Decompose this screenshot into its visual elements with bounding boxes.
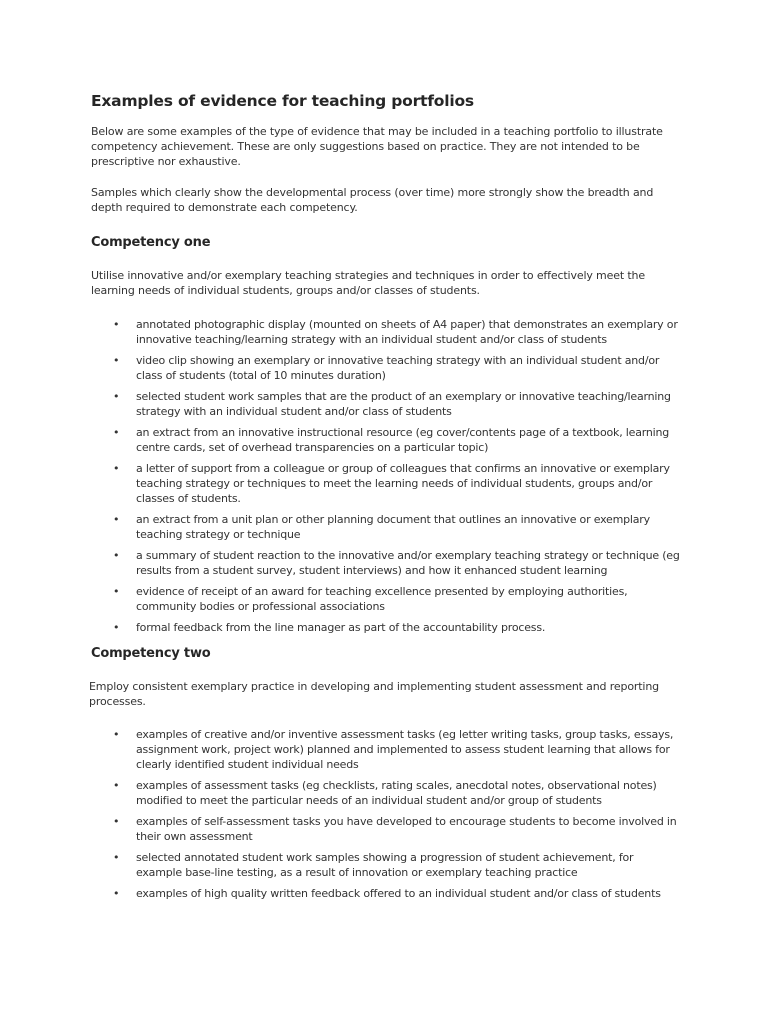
intro-paragraph-2: Samples which clearly show the developmental process (over time) more strongly show the breadth and depth required to demonstrate each competency. bbox=[91, 186, 654, 214]
list-item bbox=[91, 389, 682, 419]
list-item-text: examples of assessment tasks (eg checklists, rating scales, anecdotal notes, observational notes) modified to meet the particular needs of an individual student and/or group of students bbox=[136, 779, 657, 807]
competency-one-description: Utilise innovative and/or exemplary teaching strategies and techniques in order to effectively meet the learning needs of individual students, groups and/or classes of students. bbox=[91, 269, 645, 297]
document-title: Examples of evidence for teaching portfolios bbox=[91, 92, 474, 110]
competency-two-list bbox=[91, 727, 682, 901]
list-item bbox=[91, 814, 682, 844]
bullet-icon: • bbox=[113, 728, 120, 741]
list-item-text: selected student work samples that are the product of an exemplary or innovative teaching/learning strategy with an individual student and/or class of students bbox=[136, 390, 671, 418]
list-item bbox=[91, 850, 682, 880]
list-item bbox=[91, 461, 682, 506]
bullet-icon: • bbox=[113, 513, 120, 526]
bullet-icon: • bbox=[113, 426, 120, 439]
bullet-icon: • bbox=[113, 549, 120, 562]
bullet-icon: • bbox=[113, 621, 120, 634]
list-item-text: formal feedback from the line manager as part of the accountability process. bbox=[136, 621, 546, 634]
list-item-text: a summary of student reaction to the innovative and/or exemplary teaching strategy or technique (eg results from a student survey, student interviews) and how it enhanced student learning bbox=[136, 549, 680, 577]
list-item-text: video clip showing an exemplary or innovative teaching strategy with an individual student and/or class of students (total of 10 minutes duration) bbox=[136, 354, 660, 382]
competency-one-heading: Competency one bbox=[91, 235, 211, 250]
list-item bbox=[91, 584, 682, 614]
list-item bbox=[91, 727, 682, 772]
list-item-text: selected annotated student work samples showing a progression of student achievement, for example base-line testing, as a result of innovation or exemplary teaching practice bbox=[136, 851, 634, 879]
list-item bbox=[91, 353, 682, 383]
list-item-text: annotated photographic display (mounted on sheets of A4 paper) that demonstrates an exemplary or innovative teaching/learning strategy with an individual student and/or class of students bbox=[136, 318, 678, 346]
list-item-text: an extract from an innovative instructional resource (eg cover/contents page of a textbook, learning centre cards, set of overhead transparencies on a particular topic) bbox=[136, 426, 670, 454]
bullet-icon: • bbox=[113, 585, 120, 598]
list-item bbox=[91, 886, 682, 901]
list-item bbox=[91, 620, 682, 635]
list-item-text: evidence of receipt of an award for teaching excellence presented by employing authorities, community bodies or professional associations bbox=[136, 585, 628, 613]
bullet-icon: • bbox=[113, 851, 120, 864]
list-item bbox=[91, 425, 682, 455]
competency-two-heading: Competency two bbox=[91, 646, 211, 661]
list-item-text: examples of creative and/or inventive assessment tasks (eg letter writing tasks, group tasks, essays, assignment work, project work) planned and implemented to assess student learning that allows for clearly identified student individual needs bbox=[136, 728, 674, 771]
bullet-icon: • bbox=[113, 354, 120, 367]
list-item bbox=[91, 512, 682, 542]
bullet-icon: • bbox=[113, 462, 120, 475]
bullet-icon: • bbox=[113, 390, 120, 403]
list-item-text: examples of high quality written feedback offered to an individual student and/or class of students bbox=[136, 887, 661, 900]
list-item-text: an extract from a unit plan or other planning document that outlines an innovative or exemplary teaching strategy or technique bbox=[136, 513, 650, 541]
list-item-text: examples of self-assessment tasks you have developed to encourage students to become involved in their own assessment bbox=[136, 815, 677, 843]
list-item bbox=[91, 548, 682, 578]
competency-two-description: Employ consistent exemplary practice in developing and implementing student assessment and reporting processes. bbox=[89, 680, 659, 708]
competency-one-list bbox=[91, 317, 682, 635]
list-item bbox=[91, 778, 682, 808]
bullet-icon: • bbox=[113, 318, 120, 331]
intro-paragraph-1: Below are some examples of the type of evidence that may be included in a teaching portfolio to illustrate competency achievement. These are only suggestions based on practice. They are not intended to be prescriptive nor exhaustive. bbox=[91, 125, 663, 168]
bullet-icon: • bbox=[113, 779, 120, 792]
bullet-icon: • bbox=[113, 887, 120, 900]
list-item-text: a letter of support from a colleague or group of colleagues that confirms an innovative or exemplary teaching strategy or techniques to meet the learning needs of individual students, groups and/or classes of students. bbox=[136, 462, 670, 505]
list-item bbox=[91, 317, 682, 347]
bullet-icon: • bbox=[113, 815, 120, 828]
